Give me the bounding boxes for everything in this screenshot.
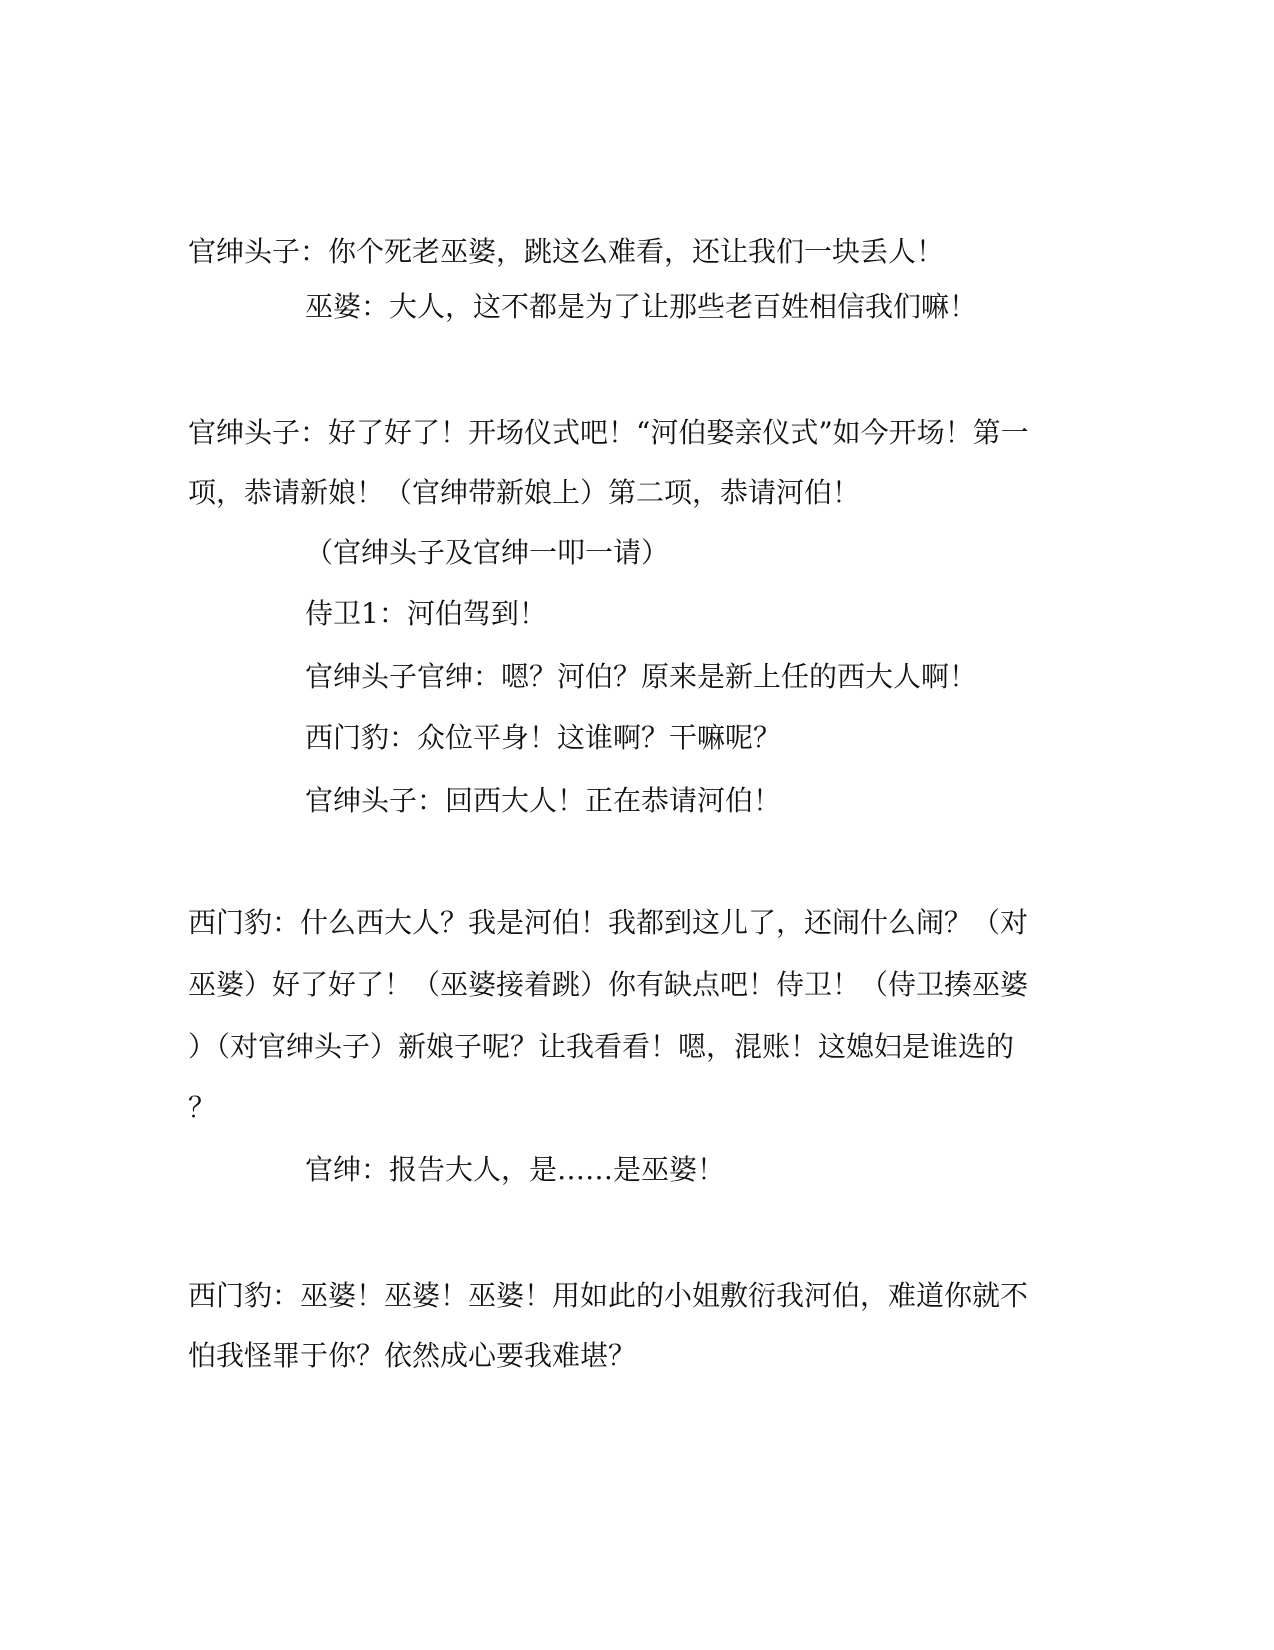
script-line-9: 官绅头子：回西大人！正在恭请河伯！ [305,784,782,817]
script-line-12: ）（对官绅头子）新娘子呢？让我看看！嗯，混账！这媳妇是谁选的 [188,1030,1015,1063]
script-line-3: 官绅头子：好了好了！开场仪式吧！“河伯娶亲仪式”如今开场！第一 [188,416,1029,449]
script-line-15: 西门豹：巫婆！巫婆！巫婆！用如此的小姐敷衍我河伯，难道你就不 [188,1279,1029,1312]
script-line-2: 巫婆：大人，这不都是为了让那些老百姓相信我们嘛！ [305,290,978,323]
script-line-16: 怕我怪罪于你？依然成心要我难堪？ [188,1339,637,1372]
script-line-11: 巫婆）好了好了！（巫婆接着跳）你有缺点吧！侍卫！（侍卫揍巫婆 [188,968,1029,1001]
script-line-10: 西门豹：什么西大人？我是河伯！我都到这儿了，还闹什么闹？（对 [188,906,1029,939]
script-line-13: ？ [188,1091,217,1124]
script-line-4: 项，恭请新娘！（官绅带新娘上）第二项，恭请河伯！ [188,476,861,509]
script-line-6: 侍卫1：河伯驾到！ [305,597,547,630]
script-line-8: 西门豹：众位平身！这谁啊？干嘛呢？ [305,721,782,754]
stage-direction-line: （官绅头子及官绅一叩一请） [305,536,670,569]
script-line-7: 官绅头子官绅：嗯？河伯？原来是新上任的西大人啊！ [305,660,978,693]
script-line-1: 官绅头子：你个死老巫婆，跳这么难看，还让我们一块丢人！ [188,235,945,268]
script-line-14: 官绅：报告大人，是……是巫婆！ [305,1153,726,1186]
